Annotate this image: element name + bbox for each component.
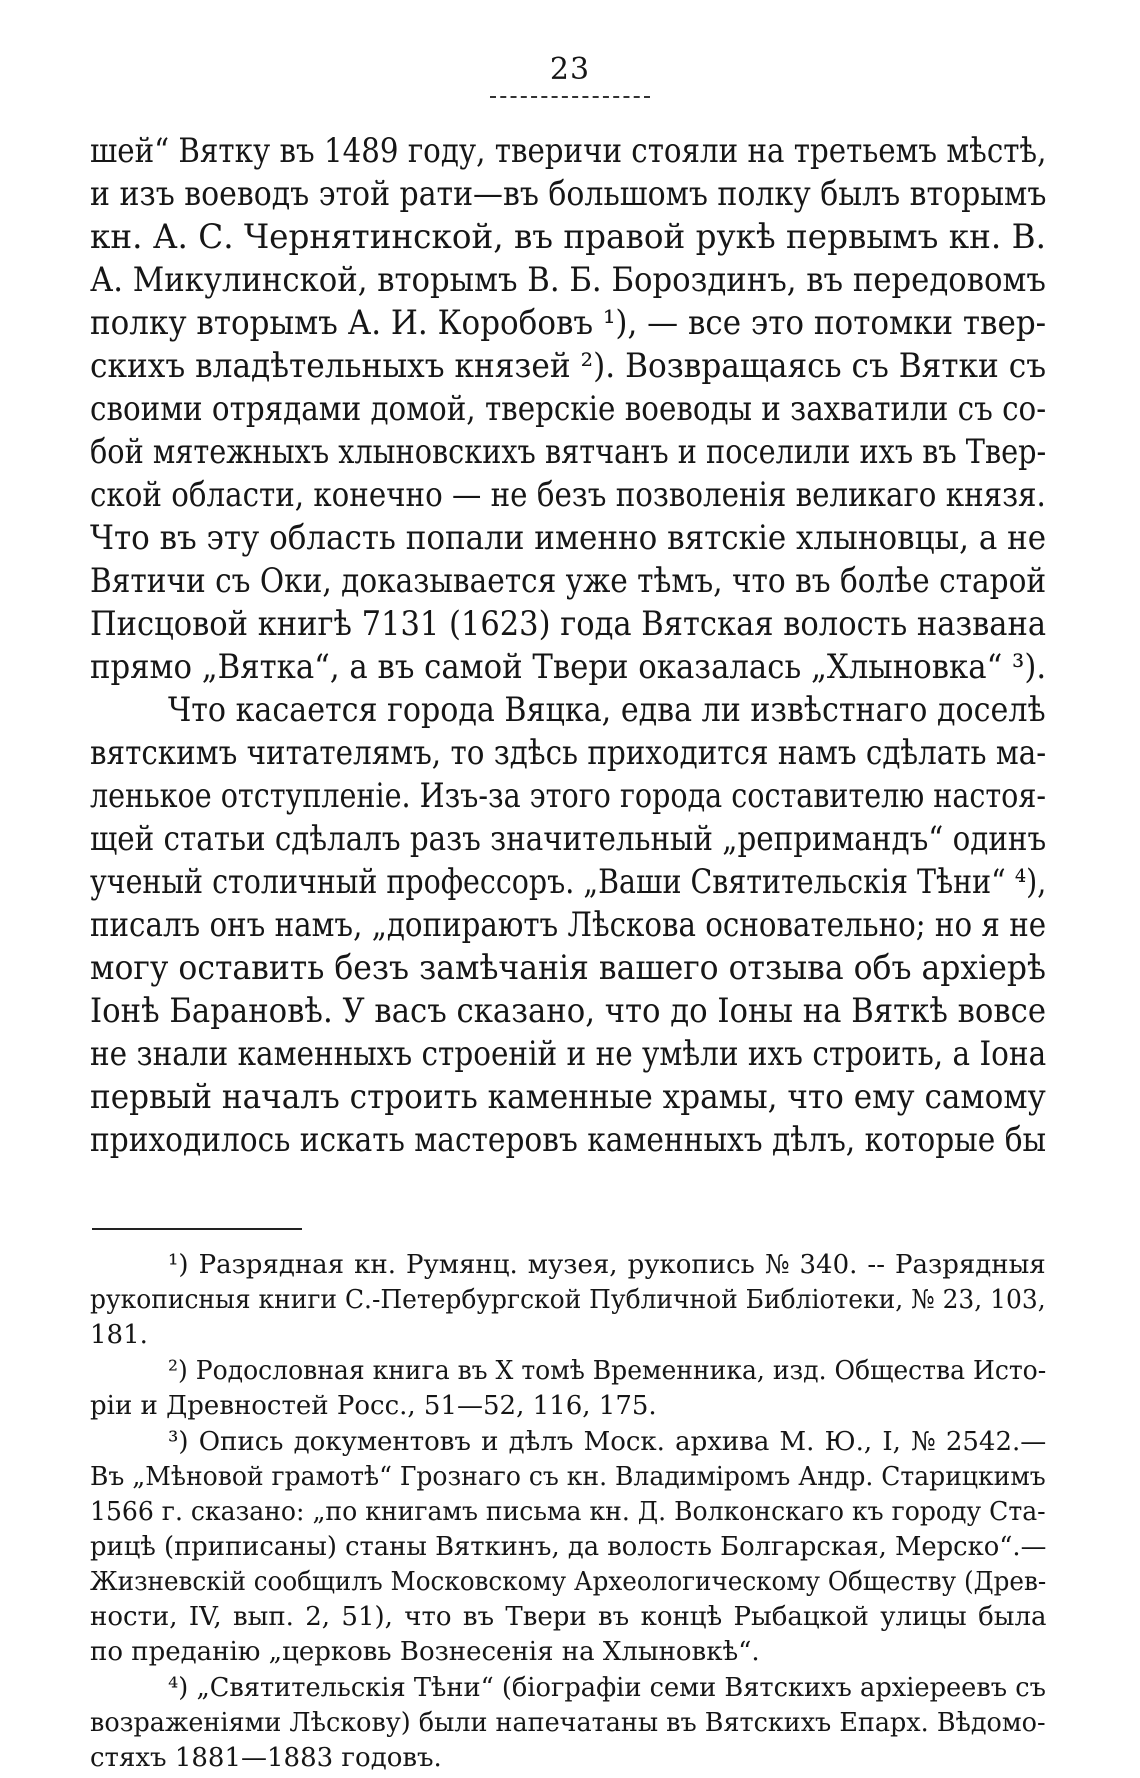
text-line: прямо „Вятка“, а въ самой Твери оказалась „Хлыновка“ ³).	[90, 647, 1047, 686]
text-line: бой мятежныхъ хлыновскихъ вятчанъ и поселили ихъ въ Твер-	[90, 432, 1047, 471]
footnote-line: 1566 г. сказано: „по книгамъ письма кн. Д. Волконскаго къ городу Ста-	[90, 1497, 1046, 1527]
footnote-line: ности, IV, вып. 2, 51), что въ Твери въ концѣ Рыбацкой улицы была	[90, 1602, 1047, 1632]
text-line: А. Микулинской, вторымъ В. Б. Бороздинъ, въ передовомъ	[90, 260, 1046, 299]
footnote-line: ³) Опись документовъ и дѣлъ Моск. архива М. Ю., I, № 2542.—	[168, 1427, 1047, 1457]
text-line: щей статьи сдѣлалъ разъ значительный „репримандъ“ одинъ	[90, 819, 1047, 858]
text-line: ской области, конечно — не безъ позволенія великаго князя.	[90, 475, 1046, 514]
text-line: могу оставить безъ замѣчанія вашего отзыва объ архіерѣ	[90, 948, 1046, 987]
footnote-divider	[92, 1228, 302, 1230]
text-line: ученый столичный профессоръ. „Ваши Святительскія Тѣни“ ⁴),	[90, 862, 1047, 901]
footnote-line: Жизневскій сообщилъ Московскому Археологическому Обществу (Древ-	[90, 1567, 1047, 1597]
text-line: Іонѣ Барановѣ. У васъ сказано, что до Іоны на Вяткѣ вовсе	[90, 991, 1047, 1030]
text-line: приходилось искать мастеровъ каменныхъ дѣлъ, которые бы	[90, 1120, 1047, 1159]
text-line: полку вторымъ А. И. Коробовъ ¹), — все это потомки твер-	[90, 303, 1047, 342]
text-line: шей“ Вятку въ 1489 году, тверичи стояли на третьемъ мѣстѣ,	[90, 131, 1047, 170]
text-line: ленькое отступленіе. Изъ-за этого города составителю настоя-	[90, 776, 1047, 815]
text-line: Писцовой книгѣ 7131 (1623) года Вятская волость названа	[90, 604, 1047, 643]
footnote-line: ¹) Разрядная кн. Румянц. музея, рукопись № 340. -- Разрядныя	[168, 1250, 1046, 1280]
footnote-line: по преданію „церковь Вознесенія на Хлыновкѣ“.	[90, 1637, 760, 1667]
text-line: не знали каменныхъ строеній и не умѣли ихъ строить, а Іона	[90, 1034, 1047, 1073]
page-number-underline	[490, 96, 650, 98]
footnote-line: ⁴) „Святительскія Тѣни“ (біографіи семи Вятскихъ архіереевъ съ	[168, 1673, 1046, 1703]
text-line: Вятичи съ Оки, доказывается уже тѣмъ, что въ болѣе старой	[90, 561, 1047, 600]
footnote-line: рукописныя книги С.-Петербургской Публичной Библіотеки, № 23, 103,	[90, 1285, 1046, 1315]
text-line: первый началъ строить каменные храмы, что ему самому	[90, 1077, 1046, 1116]
footnote-line: возраженіями Лѣскову) были напечатаны въ Вятскихъ Епарх. Вѣдомо-	[90, 1708, 1046, 1738]
text-line: Что касается города Вяцка, едва ли извѣстнаго доселѣ	[168, 690, 1046, 729]
text-line: скихъ владѣтельныхъ князей ²). Возвращаясь съ Вятки съ	[90, 346, 1047, 385]
text-line: вятскимъ читателямъ, то здѣсь приходится намъ сдѣлать ма-	[90, 733, 1047, 772]
footnote-line: ²) Родословная книга въ X томѣ Временника, изд. Общества Исто-	[168, 1356, 1047, 1386]
text-line: писалъ онъ намъ, „допираютъ Лѣскова основательно; но я не	[90, 905, 1047, 944]
footnote-line: стяхъ 1881—1883 годовъ.	[90, 1743, 442, 1773]
text-line: своими отрядами домой, тверскіе воеводы и захватили съ со-	[90, 389, 1047, 428]
footnote-line: 181.	[90, 1320, 148, 1350]
footnote-line: ріи и Древностей Росс., 51—52, 116, 175.	[90, 1391, 657, 1421]
footnote-line: Въ „Мѣновой грамотѣ“ Грознаго съ кн. Владиміромъ Андр. Старицкимъ	[90, 1462, 1046, 1492]
text-line: и изъ воеводъ этой рати—въ большомъ полку былъ вторымъ	[90, 174, 1047, 213]
text-line: кн. А. С. Чернятинской, въ правой рукѣ первымъ кн. В.	[90, 217, 1046, 256]
footnote-line: рицѣ (приписаны) станы Вяткинъ, да волость Болгарская, Мерско“.—	[90, 1532, 1047, 1562]
text-line: Что въ эту область попали именно вятскіе хлыновцы, а не	[90, 518, 1047, 557]
page-number: 23	[549, 52, 591, 87]
